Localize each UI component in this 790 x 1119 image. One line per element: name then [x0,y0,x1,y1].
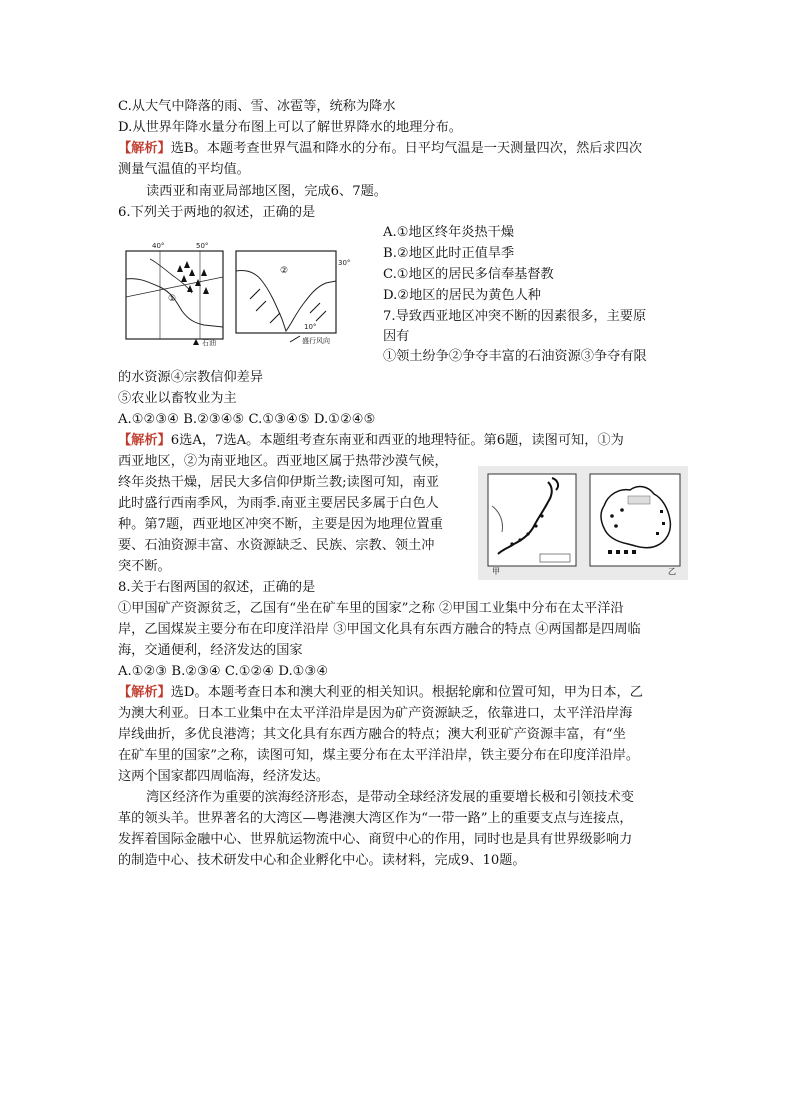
q6-stem: 6.下列关于两地的叙述，正确的是 [118,205,316,220]
map-figure [120,239,351,347]
analysis-text: 6选A，7选A。本题组考查东南亚和西亚的地理特征。第6题，读图可知，①为 [170,433,624,448]
analysis-q8-line4: 在矿车里的国家”之称，读图可知，煤主要分布在太平洋沿岸，铁主要分布在印度洋沿岸。 [118,748,640,763]
material-line3: 发挥着国际金融中心、世界航运物流中心、商贸中心的作用，同时也是具有世界级影响力 [118,832,633,847]
lon-label-40: 40° [152,242,165,250]
map-figure [478,466,688,580]
material-line2: 革的领头羊。世界著名的大湾区—粤港澳大湾区作为“一带一路”上的重要支点与连接点， [118,811,633,826]
analysis-q8-line3: 岸线曲折，多优良港湾；其文化具有东西方融合的特点；澳大利亚矿产资源丰富，有“坐 [118,727,626,742]
q6-option-b: B.②地区此时正值旱季 [383,246,515,261]
analysis-text: 选B。本题考查世界气温和降水的分布。日平均气温是一天测量四次，然后求四次 [170,141,643,156]
region-box-icon [628,496,650,504]
analysis-tag: 【解析】 [118,141,171,156]
q7-line5: ⑤农业以畜牧业为主 [118,391,237,406]
q6-option-c: C.①地区的居民多信奉基督教 [383,267,554,282]
q6-option-a: A.①地区终年炎热干燥 [383,225,515,240]
q8-line3: 海，交通便利，经济发达的国家 [118,643,303,658]
q5-option-d: D.从世界年降水量分布图上可以了解世界降水的地理分布。 [118,120,462,135]
material-line1: 湾区经济作为重要的滨海经济形态，是带动全球经济发展的重要增长极和引领技术变 [146,790,634,805]
analysis-q8-line1 [118,683,643,703]
q7-line1: 7.导致西亚地区冲突不断的因素很多，主要原 [383,309,647,324]
q7-line3: ①领土纷争②争夺丰富的石油资源③争夺有限 [383,349,647,364]
region-label-1: ① [168,294,177,304]
material-line4: 的制造中心、技术研发中心和企业孵化中心。读材料，完成9、10题。 [118,853,526,868]
analysis-q67-line7: 突不断。 [118,559,171,574]
analysis-q5-line2: 测量气温值的平均值。 [118,162,250,177]
japan-australia-map [478,466,688,580]
lat-label-30: 30° [338,259,351,267]
q5-option-c: C.从大气中降落的雨、雪、冰雹等，统称为降水 [118,99,396,114]
analysis-text: 选D。本题考查日本和澳大利亚的相关知识。根据轮廓和位置可知，甲为日本，乙 [170,685,643,700]
legend-wind-label: 盛行风向 [302,337,330,345]
analysis-q8-line5: 这两个国家都四周临海，经济发达。 [118,769,329,784]
map-right-panel [236,251,336,333]
analysis-q67-line6: 要、石油资源丰富、水资源缺乏、民族、宗教、领土冲 [118,538,435,553]
lon-label-50: 50° [196,242,209,250]
q8-stem: 8.关于右图两国的叙述，正确的是 [118,580,316,595]
q8-options: A.①②③ B.②③④ C.①②④ D.①③④ [118,664,329,679]
analysis-tag: 【解析】 [118,433,171,448]
label-yi: 乙 [668,567,676,576]
scale-bar-icon [540,554,570,562]
oil-legend-icon [193,339,199,345]
analysis-q67-line5: 种。第7题，西亚地区冲突不断，主要是因为地理位置重 [118,517,443,532]
q7-options: A.①②③④ B.②③④⑤ C.①③④⑤ D.①②④⑤ [118,412,376,427]
q8-line1: ①甲国矿产资源贫乏，乙国有“坐在矿车里的国家”之称 ②甲国工业集中分布在太平洋沿 [118,601,624,616]
analysis-q8-line2: 为澳大利亚。日本工业集中在太平洋沿岸是因为矿产资源缺乏，依靠进口，太平洋沿岸海 [118,706,633,721]
analysis-q67-line4: 此时盛行西南季风，为雨季.南亚主要居民多属于白色人 [118,496,439,511]
q8-line2: 岸，乙国煤炭主要分布在印度洋沿岸 ③甲国文化具有东西方融合的特点 ④两国都是四周临 [118,622,641,637]
analysis-tag: 【解析】 [118,685,171,700]
west-south-asia-map [120,239,351,347]
analysis-q5-line1 [118,139,642,159]
label-jia: 甲 [492,567,500,576]
analysis-q67-line2: 西亚地区，②为南亚地区。西亚地区属于热带沙漠气候， [118,454,448,469]
region-label-2: ② [280,266,289,276]
analysis-q67-line3: 终年炎热干燥，居民大多信仰伊斯兰教;读图可知，南亚 [118,475,439,490]
wind-legend-icon [290,336,300,342]
analysis-q67-line1 [118,431,624,451]
q7-line4: 的水资源④宗教信仰差异 [118,370,264,385]
lat-label-10: 10° [304,323,317,331]
intro-q6-q7: 读西亚和南亚局部地区图，完成6、7题。 [146,184,387,199]
q7-line2: 因有 [383,329,410,344]
q6-option-d: D.②地区的居民为黄色人种 [383,288,541,303]
legend-oil-label: 石油 [202,339,216,347]
